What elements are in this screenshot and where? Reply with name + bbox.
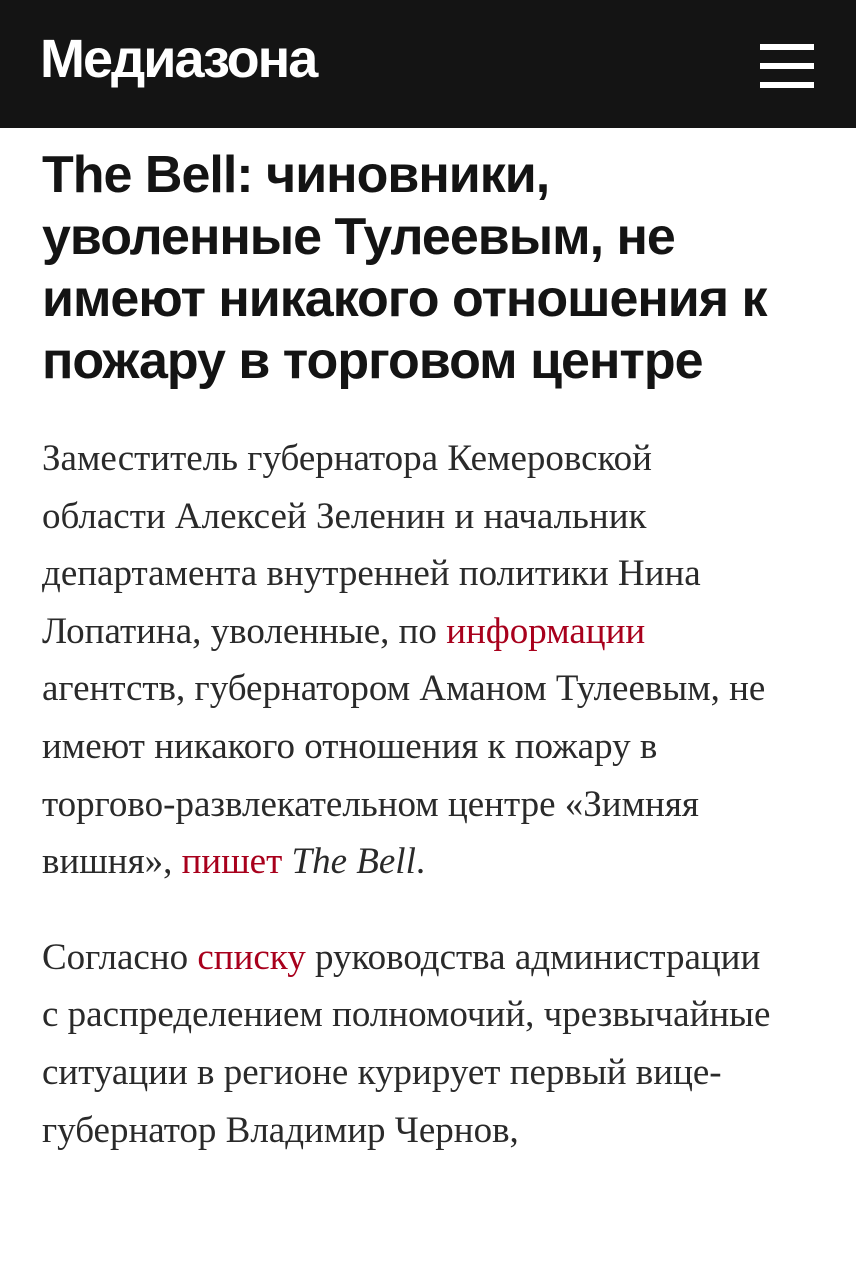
top-header — [0, 0, 856, 128]
paragraph-text: Заместитель губернатора Кемеровской области Алексей Зеленин и начальник департамента внутренней политики Нина Лопатина, уволенные, по — [42, 438, 701, 652]
menu-line — [760, 63, 814, 69]
article-paragraph — [42, 430, 782, 891]
article-title: The Bell: чиновники, уволенные Тулеевым, не имеют никакого отношения к пожару в торговом центре — [42, 146, 767, 390]
paragraph-text: агентств, губернатором Аманом Тулеевым, не имеют никакого отношения к пожару в торгово-развлекательном центре «Зимняя вишня», — [42, 668, 766, 883]
menu-line — [760, 82, 814, 88]
menu-line — [760, 44, 814, 50]
article-paragraph — [42, 929, 782, 1159]
site-logo[interactable]: Медиазона — [40, 29, 317, 89]
paragraph-text — [282, 841, 291, 882]
paragraph-text: руководства администрации с распределением полномочий, чрезвычайные ситуации в регионе курирует первый вице-губернатор Владимир Чернов, — [42, 936, 771, 1151]
link-informatsii[interactable]: информации — [446, 610, 646, 652]
source-name: The Bell — [291, 841, 416, 883]
hamburger-menu-icon[interactable] — [752, 38, 822, 94]
link-spisku[interactable]: списку — [197, 936, 306, 978]
link-pishet[interactable]: пишет — [181, 841, 283, 883]
paragraph-text: Согласно — [42, 936, 198, 978]
article — [42, 144, 832, 1159]
paragraph-text: . — [415, 841, 426, 883]
